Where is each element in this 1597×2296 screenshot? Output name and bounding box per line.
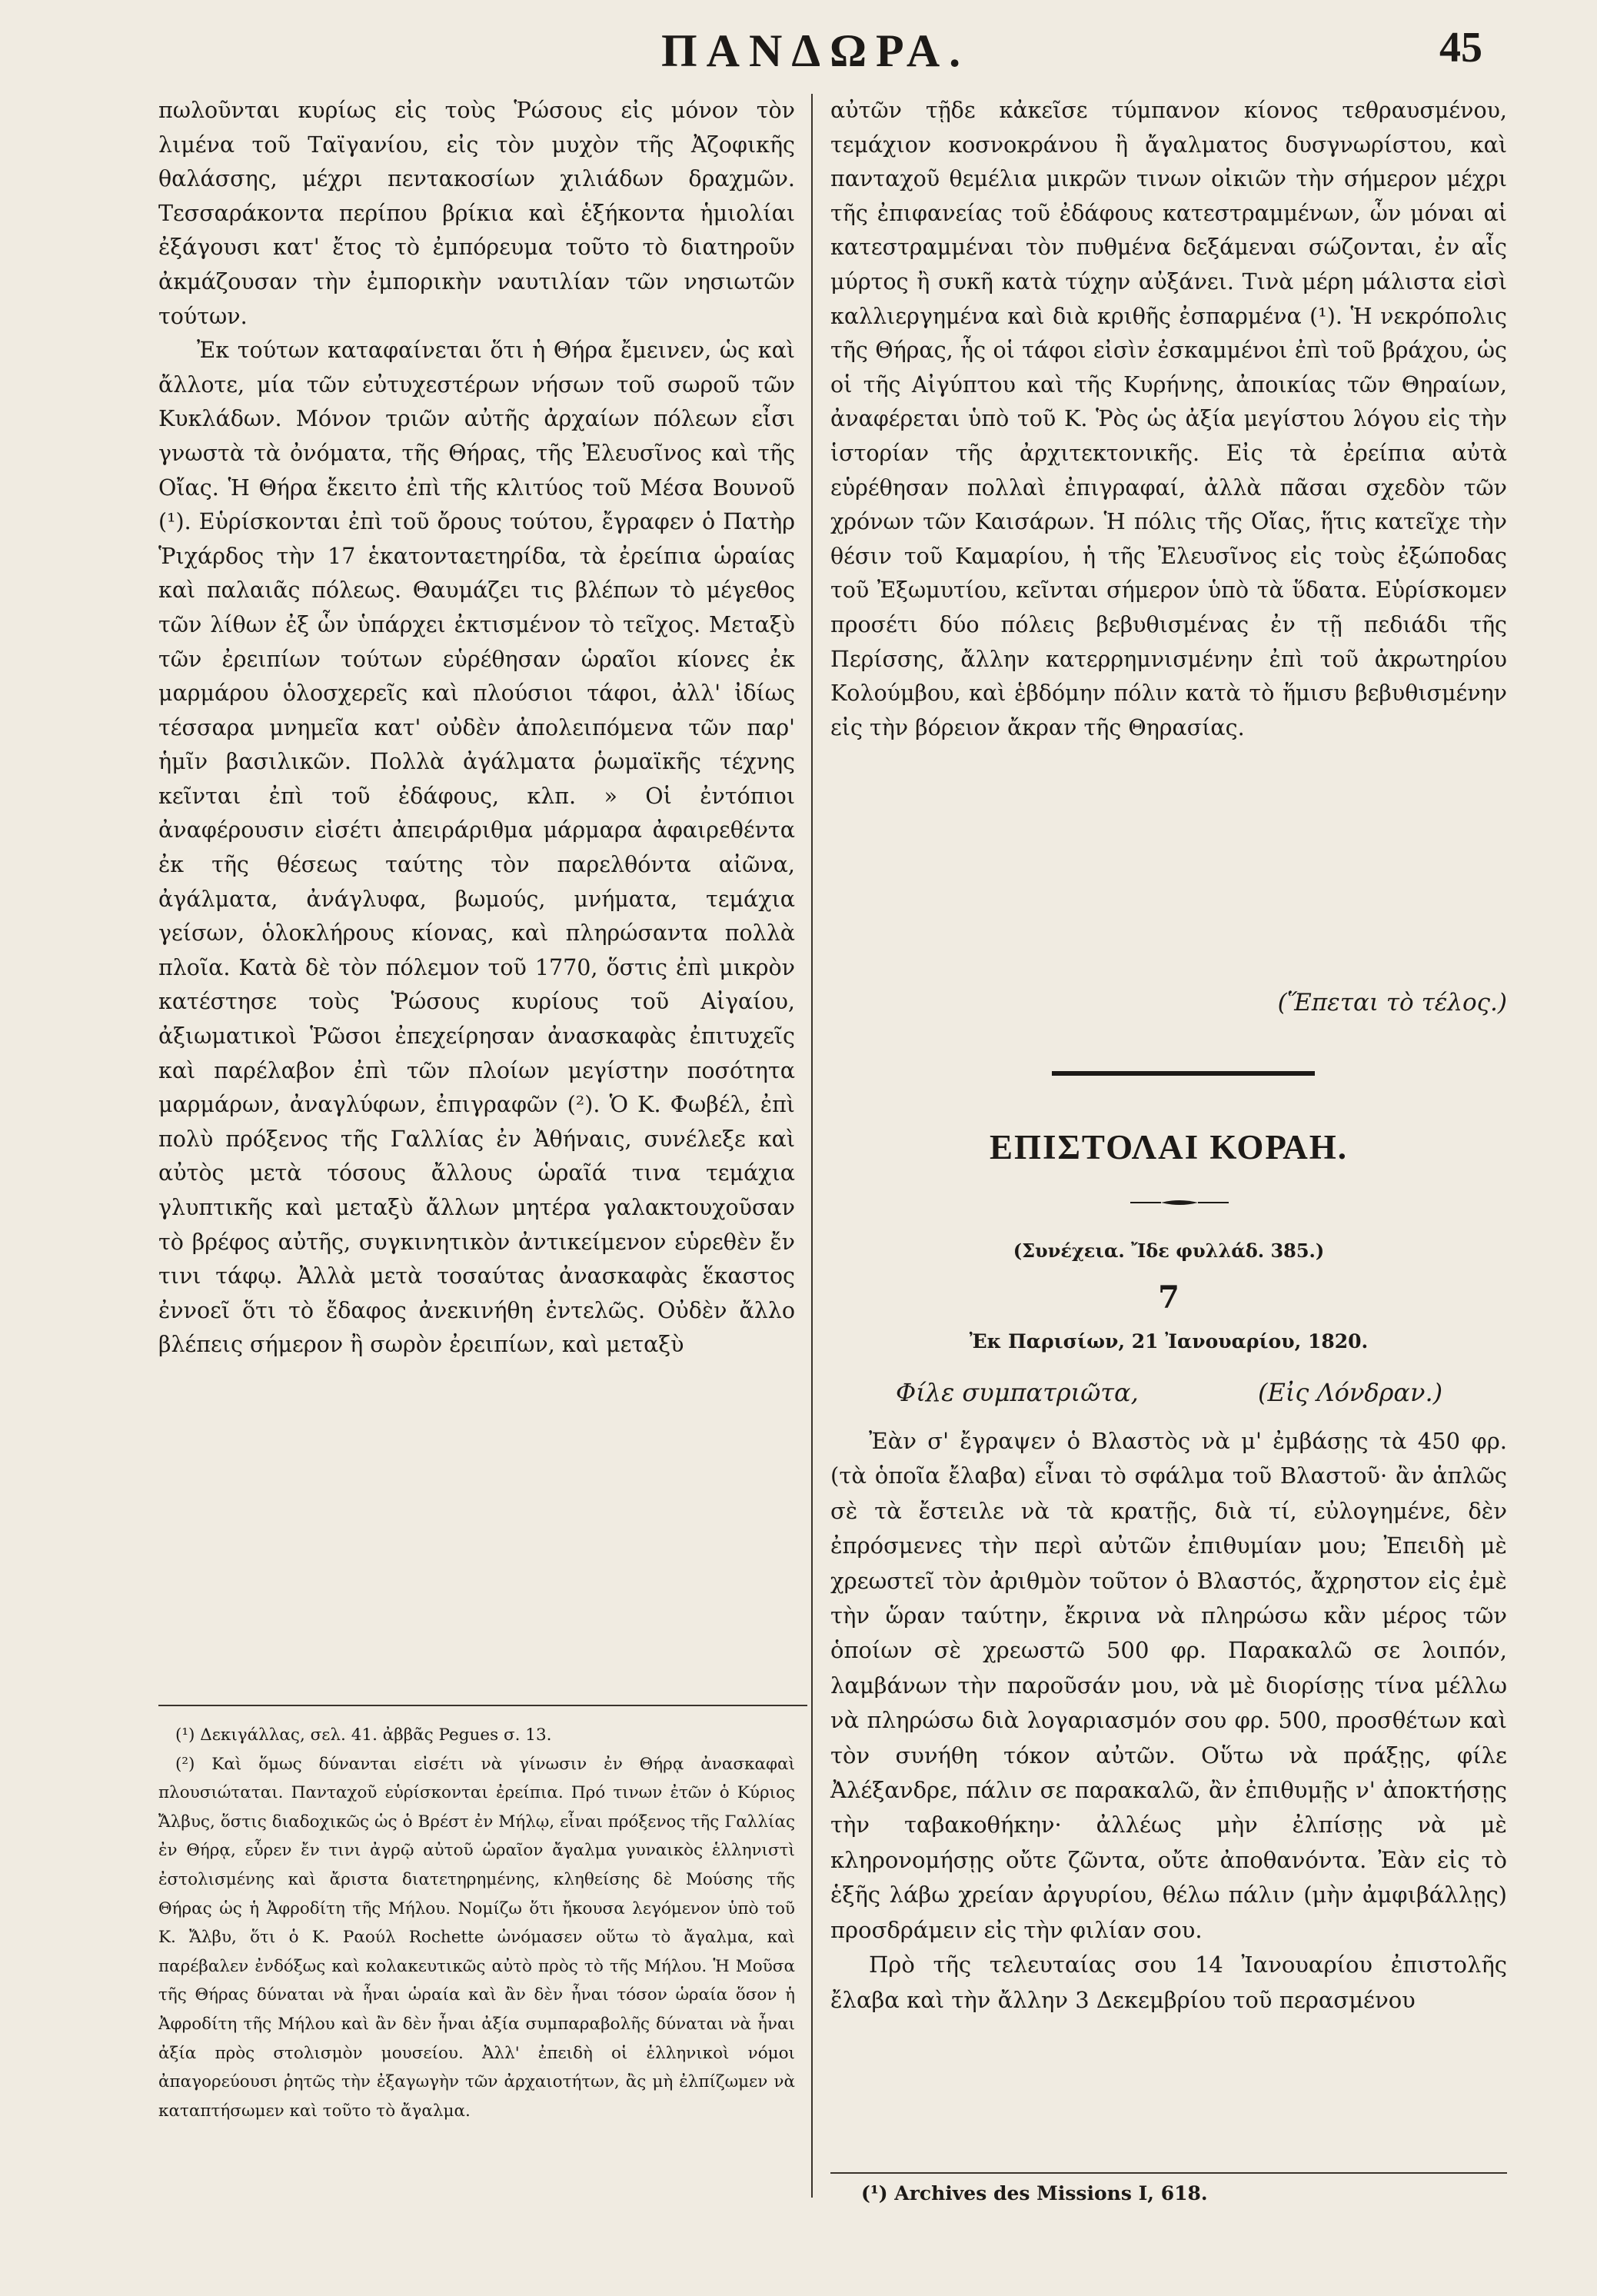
column-divider (811, 94, 813, 2198)
section-rule (1052, 1071, 1315, 1076)
running-title: ΠΑΝΔΩΡΑ. (661, 25, 970, 76)
left-footnotes (158, 1721, 795, 2125)
letter-paragraph-1: Ἐὰν σ' ἔγραψεν ὁ Βλαστὸς νὰ μ' ἐμβάσῃς τὰ 450 φρ. (τὰ ὁποῖα ἔλαβα) εἶναι τὸ σφάλμα τοῦ Βλαστοῦ· ἂν ἁπλῶς σὲ τὰ ἔστειλε νὰ τὰ κρατῇς, διὰ τί, εὐλογημένε, δὲν ἐπρόσμενες τὴν περὶ αὐτῶν ἐπιθυμίαν μου; Ἐπειδὴ μὲ χρεωστεῖ τὸν ἀριθμὸν τοῦτον ὁ Βλαστός, ἄχρηστον εἰς ἐμὲ τὴν ὥραν ταύτην, ἔκρινα νὰ πληρώσω κἂν μέρος τῶν ὁποίων σὲ χρεωστῶ 500 φρ. Παρακαλῶ σε λοιπόν, λαμβάνων τὴν παροῦσάν μου, νὰ μὲ διορίσῃς τίνα μέλλω νὰ πληρώσω διὰ λογαριασμόν σου φρ. 500, προσθέτων καὶ τὸν συνήθη τόκον αὐτῶν. Οὕτω νὰ πράξῃς, φίλε Ἀλέξανδρε, πάλιν σε παρακαλῶ, ἂν ἐπιθυμῇς ν' ἀποκτήσῃς τὴν ταβακοθήκην· ἀλλέως μὴν ἐλπίσῃς νὰ μὲ κληρονομήσῃς οὔτε ζῶντα, οὔτε ἀποθανόντα. Ἐὰν εἰς τὸ ἑξῆς λάβω χρείαν ἀργυρίου, θέλω πάλιν (μὴν ἀμφιβάλλῃς) προσδράμειν εἰς τὴν φιλίαν σου. (830, 1428, 1507, 1943)
right-footnote: (¹) Archives des Missions I, 618. (861, 2182, 1208, 2204)
right-paragraph-1: αὐτῶν τῇδε κἀκεῖσε τύμπανον κίονος τεθραυσμένου, τεμάχιον κοσνοκράνου ἢ ἄγαλματος δυσγνωρίστου, καὶ πανταχοῦ θεμέλια μικρῶν τινων οἰκιῶν τὴν σήμερον μέχρι τῆς ἐπιφανείας τοῦ ἐδάφους κατεστραμμένων, ὧν μόναι αἱ κατεστραμμέναι τὸν πυθμένα δεξάμεναι σώζονται, ἐν αἷς μύρτος ἢ συκῆ κατὰ τύχην αὐξάνει. Τινὰ μέρη μάλιστα εἰσὶ καλλιεργημένα καὶ διὰ κριθῆς ἐσπαρμένα (¹). Ἡ νεκρόπολις τῆς Θήρας, ἧς οἱ τάφοι εἰσὶν ἐσκαμμένοι ἐπὶ τοῦ βράχου, ὡς οἱ τῆς Αἰγύπτου καὶ τῆς Κυρήνης, ἀποικίας τῶν Θηραίων, ἀναφέρεται ὑπὸ τοῦ Κ. Ῥὸς ὡς ἀξία μεγίστου λόγου εἰς τὴν ἱστορίαν τῆς ἀρχιτεκτονικῆς. Εἰς τὰ ἐρείπια αὐτὰ εὑρέθησαν πολλαὶ ἐπιγραφαί, ἀλλὰ πᾶσαι σχεδὸν τῶν χρόνων τῶν Καισάρων. Ἡ πόλις τῆς Οἴας, ἥτις κατεῖχε τὴν θέσιν τοῦ Καμαρίου, ἡ τῆς Ἐλευσῖνος εἰς τοὺς ἐξώποδας τοῦ Ἐξωμυτίου, κεῖνται σήμερον ὑπὸ τὰ ὕδατα. Εὑρίσκομεν προσέτι δύο πόλεις βεβυθισμένας ἐν τῇ πεδιάδι τῆς Περίσσης, ἄλλην κατερρημνισμένην ἐπὶ τοῦ ἀκρωτηρίου Κολούμβου, καὶ ἑβδόμην πόλιν κατὰ τὸ ἥμισυ βεβυθισμένην εἰς τὴν βόρειον ἄκραν τῆς Θηρασίας. (830, 98, 1507, 740)
right-column (830, 94, 1507, 745)
section-title: ΕΠΙΣΤΟΛΑΙ ΚΟΡΑΗ. (989, 1128, 1349, 1166)
letter-body (830, 1424, 1507, 2018)
to-be-continued: (Ἕπεται τὸ τέλος.) (1277, 989, 1507, 1017)
right-footnote-rule (830, 2172, 1507, 2174)
page-number: 45 (1439, 24, 1482, 72)
letter-salutation: Φίλε συμπατριῶτα, (896, 1378, 1139, 1407)
footnote-2: (²) Καὶ ὅμως δύνανται εἰσέτι νὰ γίνωσιν ἐν Θήρᾳ ἀνασκαφαὶ πλουσιώταται. Πανταχοῦ εὑρίσκονται ἐρείπια. Πρό τινων ἐτῶν ὁ Κύριος Ἄλβυς, ὅστις διαδοχικῶς ὡς ὁ Βρέστ ἐν Μήλῳ, εἶναι πρόξενος τῆς Γαλλίας ἐν Θήρᾳ, εὗρεν ἔν τινι ἀγρῷ αὐτοῦ ὡραῖον ἄγαλμα γυναικὸς ἑλληνιστὶ ἐστολισμένης καὶ ἄριστα διατετηρημένης, κληθείσης δὲ Μούσης τῆς Θήρας ὡς ἡ Ἀφροδίτη τῆς Μήλου. Νομίζω ὅτι ἤκουσα λεγόμενον ὑπὸ τοῦ Κ. Ἄλβυ, ὅτι ὁ Κ. Ραούλ Rochette ὠνόμασεν οὕτω τὸ ἄγαλμα, καὶ παρέβαλεν ἐνδόξως καὶ κολακευτικῶς αὐτὸ πρὸς τὸ τῆς Μήλου. Ἡ Μοῦσα τῆς Θήρας δύναται νὰ ἦναι ὡραία καὶ ἂν δὲν ἦναι τόσον ὡραία ὅσον ἡ Ἀφροδίτη τῆς Μήλου καὶ ἂν δὲν ἦναι ἀξία συμπαραβολῆς δύναται νὰ ἦναι ἀξία πρὸς στολισμὸν μουσείου. Ἀλλ' ἐπειδὴ οἱ ἑλληνικοὶ νόμοι ἀπαγορεύουσι ῥητῶς τὴν ἐξαγωγὴν τῶν ἀρχαιοτήτων, ἂς μὴ ἐλπίζωμεν νὰ καταπτήσωμεν καὶ τοῦτο τὸ ἄγαλμα. (158, 1754, 795, 2121)
running-head (0, 15, 1597, 85)
ornament-dash-icon (1130, 1200, 1229, 1206)
continued-note: (Συνέχεια. Ἴδε φυλλάδ. 385.) (1013, 1240, 1325, 1262)
footnote-1: (¹) Δεκιγάλλας, σελ. 41. ἀββᾶς Pegues σ. 13. (175, 1725, 552, 1745)
letter-dateline: Ἐκ Παρισίων, 21 Ἰανουαρίου, 1820. (969, 1330, 1369, 1353)
left-paragraph-2: Ἐκ τούτων καταφαίνεται ὅτι ἡ Θήρα ἔμεινεν, ὡς καὶ ἄλλοτε, μία τῶν εὐτυχεστέρων νήσων τοῦ σωροῦ τῶν Κυκλάδων. Μόνον τριῶν αὐτῆς ἀρχαίων πόλεων εἶσι γνωστὰ τὰ ὀνόματα, τῆς Θήρας, τῆς Ἐλευσῖνος καὶ τῆς Οἴας. Ἡ Θήρα ἔκειτο ἐπὶ τῆς κλιτύος τοῦ Μέσα Βουνοῦ (¹). Εὑρίσκονται ἐπὶ τοῦ ὄρους τούτου, ἔγραφεν ὁ Πατὴρ Ῥιχάρδος τὴν 17 ἑκατονταετηρίδα, τὰ ἐρείπια ὡραίας καὶ παλαιᾶς πόλεως. Θαυμάζει τις βλέπων τὸ μέγεθος τῶν λίθων ἐξ ὧν ὑπάρχει ἐκτισμένον τὸ τεῖχος. Μεταξὺ τῶν ἐρειπίων τούτων εὑρέθησαν ὡραῖοι κίονες ἐκ μαρμάρου ὁλοσχερεῖς καὶ πλούσιοι τάφοι, ἀλλ' ἰδίως τέσσαρα μνημεῖα κατ' οὐδὲν ἀπολειπόμενα τῶν παρ' ἡμῖν βασιλικῶν. Πολλὰ ἀγάλματα ῥωμαϊκῆς τέχνης κεῖνται ἐπὶ τοῦ ἐδάφους, κλπ. » Οἱ ἐντόπιοι ἀναφέρουσιν εἰσέτι ἀπειράριθμα μάρμαρα ἀφαιρεθέντα ἐκ τῆς θέσεως ταύτης τὸν παρελθόντα αἰῶνα, ἀγάλματα, ἀνάγλυφα, βωμούς, μνήματα, τεμάχια γείσων, ὁλοκλήρους κίονας, καὶ πληρώσαντα πολλὰ πλοῖα. Κατὰ δὲ τὸν πόλεμον τοῦ 1770, ὅστις ἐπὶ μικρὸν κατέστησε τοὺς Ῥώσους κυρίους τοῦ Αἰγαίου, ἀξιωματικοὶ Ῥῶσοι ἐπεχείρησαν ἀνασκαφὰς ἐπιτυχεῖς καὶ παρέλαβον ἐπὶ τῶν πλοίων μεγίστην ποσότητα μαρμάρων, ἀναγλύφων, ἐπιγραφῶν (²). Ὁ Κ. Φωβέλ, ἐπὶ πολὺ πρόξενος τῆς Γαλλίας ἐν Ἀθήναις, συνέλεξε καὶ αὐτὸς μετὰ τόσους ἄλλους ὡραῖά τινα τεμάχια γλυπτικῆς καὶ μεταξὺ ἄλλων μητέρα γαλακτουχοῦσαν τὸ βρέφος αὐτῆς, συγκινητικὸν ἀντικείμενον εὑρεθὲν ἔν τινι τάφῳ. Ἀλλὰ μετὰ τοσαύτας ἀνασκαφὰς ἕκαστος ἐννοεῖ ὅτι τὸ ἔδαφος ἀνεκινήθη ἐντελῶς. Οὐδὲν ἄλλο βλέπεις σήμερον ἢ σωρὸν ἐρειπίων, καὶ μεταξὺ (158, 338, 795, 1358)
left-paragraph-1: πωλοῦνται κυρίως εἰς τοὺς Ῥώσους εἰς μόνον τὸν λιμένα τοῦ Ταϊγανίου, εἰς τὸν μυχὸν τῆς Ἀζοφικῆς θαλάσσης, μέχρι πεντακοσίων χιλιάδων δραχμῶν. Τεσσαράκοντα περίπου βρίκια καὶ ἑξήκοντα ἡμιολίαι ἐξάγουσι κατ' ἔτος τὸ ἐμπόρευμα τοῦτο τὸ διατηροῦν ἀκμάζουσαν τὴν ἐμπορικὴν ναυτιλίαν τῶν νησιωτῶν τούτων. (158, 98, 795, 329)
letter-addressee: (Εἰς Λόνδραν.) (1258, 1378, 1443, 1407)
footnote-rule (158, 1705, 807, 1706)
letter-paragraph-2: Πρὸ τῆς τελευταίας σου 14 Ἰανουαρίου ἐπιστολῆς ἔλαβα καὶ τὴν ἄλλην 3 Δεκεμβρίου τοῦ περασμένου (830, 1952, 1507, 2013)
letter-number: 7 (1158, 1279, 1179, 1316)
left-column (158, 94, 795, 1363)
